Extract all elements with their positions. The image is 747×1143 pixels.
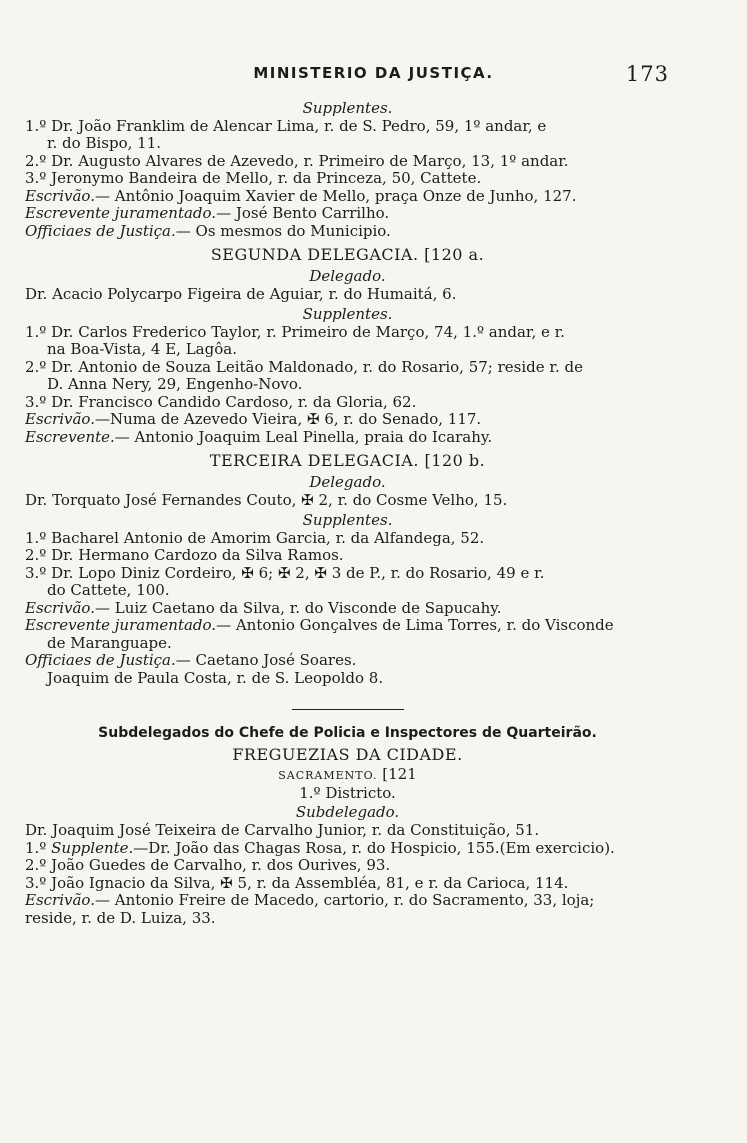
text-line xyxy=(25,652,670,670)
section-heading: FREGUEZIAS DA CIDADE. xyxy=(232,745,463,764)
text-line: 1.º Dr. João Franklim de Alencar Lima, r. de S. Pedro, 59, 1º andar, e xyxy=(25,117,547,135)
text-line: 3.º Dr. Francisco Candido Cardoso, r. da Gloria, 62. xyxy=(25,393,417,411)
text-line xyxy=(25,840,670,858)
text-line xyxy=(25,617,670,635)
text-line: r. do Bispo, 11. xyxy=(47,135,162,152)
text-line: de Maranguape. xyxy=(47,634,172,652)
text-line: 3.º Dr. Lopo Diniz Cordeiro, ✠ 6; ✠ 2, ✠ 3 de P., r. do Rosario, 49 e r. xyxy=(25,564,545,582)
section-label: Supplentes. xyxy=(302,510,393,529)
parish-name: SACRAMENTO. xyxy=(278,769,378,782)
text-line: na Boa-Vista, 4 E, Lagôa. xyxy=(47,341,237,358)
role-label: Officiaes de Justiça. xyxy=(25,652,176,669)
section-heading: SEGUNDA DELEGACIA. [120 a. xyxy=(210,245,485,264)
district-heading: 1.º Districto. xyxy=(299,784,396,802)
text-line xyxy=(25,892,670,910)
text-line xyxy=(25,223,670,241)
text-line: 2.º Dr. Hermano Cardozo da Silva Ramos. xyxy=(25,547,344,564)
text-line: reside, r. de D. Luiza, 33. xyxy=(25,909,216,927)
role-label: Escrevente juramentado. xyxy=(25,617,217,634)
page-number: 173 xyxy=(625,62,669,86)
text-line xyxy=(25,429,670,447)
role-text: — Caetano José Soares. xyxy=(175,652,357,669)
section-heading: TERCEIRA DELEGACIA. [120 b. xyxy=(209,451,486,470)
text-line xyxy=(25,411,670,429)
text-line: 1.º Bacharel Antonio de Amorim Garcia, r. da Alfandega, 52. xyxy=(25,529,485,547)
text-line: 3.º Jeronymo Bandeira de Mello, r. da Princeza, 50, Cattete. xyxy=(25,170,482,187)
text-line: Dr. Torquato José Fernandes Couto, ✠ 2, r. do Cosme Velho, 15. xyxy=(25,492,508,509)
parish-heading xyxy=(25,766,670,785)
role-label: Escrivão. xyxy=(25,187,95,205)
role-text: — Antonio Freire de Macedo, cartorio, r. do Sacramento, 33, loja; xyxy=(94,892,595,909)
text-line xyxy=(25,205,670,223)
role-label: Supplente. xyxy=(51,839,134,857)
role-label: Escrevente. xyxy=(25,428,115,446)
section-heading: Subdelegados do Chefe de Policia e Inspectores de Quarteirão. xyxy=(98,725,597,741)
text-line: 1.º Dr. Carlos Frederico Taylor, r. Primeiro de Março, 74, 1.º andar, e r. xyxy=(25,323,565,341)
text-line xyxy=(25,600,670,618)
role-label: Escrivão. xyxy=(25,892,95,909)
section-label: Delegado. xyxy=(309,473,386,491)
role-text: — José Bento Carrilho. xyxy=(216,205,390,222)
running-header: MINISTERIO DA JUSTIÇA. xyxy=(253,64,494,82)
text-line: do Cattete, 100. xyxy=(47,582,170,599)
text-line: D. Anna Nery, 29, Engenho-Novo. xyxy=(47,376,303,393)
text-line: Joaquim de Paula Costa, r. de S. Leopoldo 8. xyxy=(47,669,384,687)
text-line: 2.º Dr. Antonio de Souza Leitão Maldonado, r. do Rosario, 57; reside r. de xyxy=(25,358,583,376)
separator-rule xyxy=(292,709,404,710)
text-line: 2.º João Guedes de Carvalho, r. dos Ourives, 93. xyxy=(25,857,391,874)
role-label: Officiaes de Justiça. xyxy=(25,222,176,240)
text-line: 2.º Dr. Augusto Alvares de Azevedo, r. Primeiro de Março, 13, 1º andar. xyxy=(25,152,569,170)
role-text: — Antônio Joaquim Xavier de Mello, praça Onze de Junho, 127. xyxy=(94,187,577,205)
role-label: Escrivão. xyxy=(25,411,95,428)
section-label: Supplentes. xyxy=(302,100,393,117)
column-ref: [121 xyxy=(377,766,417,783)
text-line xyxy=(25,188,670,206)
page-body xyxy=(25,100,670,927)
role-text: — Antonio Gonçalves de Lima Torres, r. do Visconde xyxy=(216,617,614,634)
role-text: —Dr. João das Chagas Rosa, r. do Hospicio, 155.(Em exercicio). xyxy=(133,839,615,857)
text-line: Dr. Acacio Polycarpo Figeira de Aguiar, r. do Humaitá, 6. xyxy=(25,286,457,303)
line-prefix: 1.º xyxy=(25,839,52,857)
role-text: — Antonio Joaquim Leal Pinella, praia do Icarahy. xyxy=(114,428,493,446)
role-label: Escrevente juramentado. xyxy=(25,205,217,222)
role-text: — Os mesmos do Municipio. xyxy=(175,222,391,240)
role-text: — Luiz Caetano da Silva, r. do Visconde de Sapucahy. xyxy=(94,599,502,617)
role-label: Escrivão. xyxy=(25,599,95,617)
text-line: Dr. Joaquim José Teixeira de Carvalho Junior, r. da Constituição, 51. xyxy=(25,822,540,839)
text-line: 3.º João Ignacio da Silva, ✠ 5, r. da Assembléa, 81, e r. da Carioca, 114. xyxy=(25,874,569,892)
section-label: Subdelegado. xyxy=(295,803,400,821)
role-text: —Numa de Azevedo Vieira, ✠ 6, r. do Senado, 117. xyxy=(94,411,482,428)
section-label: Supplentes. xyxy=(302,304,393,323)
section-label: Delegado. xyxy=(309,267,386,285)
